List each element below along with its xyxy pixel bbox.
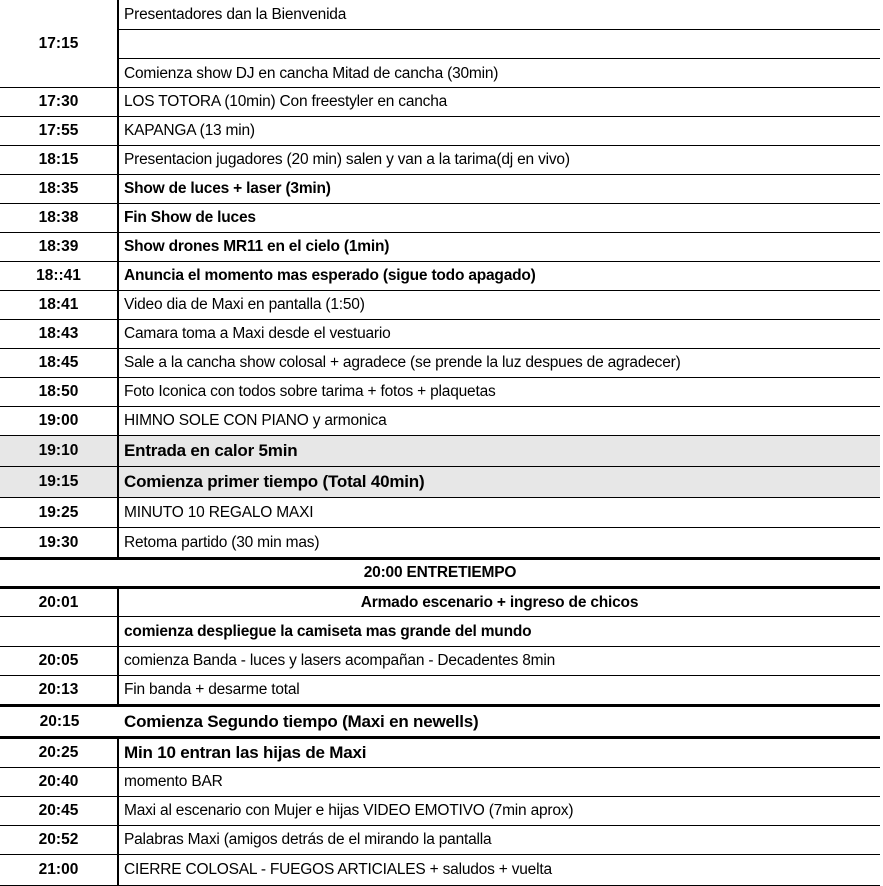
activity-cell[interactable]: KAPANGA (13 min) [124,122,255,139]
activity-cell[interactable]: Camara toma a Maxi desde el vestuario [124,325,391,342]
time-cell[interactable]: 18:15 [0,146,119,174]
table-row [0,175,880,204]
table-row [0,320,880,349]
table-row [0,378,880,407]
table-row [0,204,880,233]
time-cell[interactable]: 18:45 [0,349,119,377]
activity-cell[interactable]: Maxi al escenario con Mujer e hijas VIDEO EMOTIVO (7min aprox) [124,802,574,819]
activity-cell[interactable]: Fin Show de luces [124,209,256,226]
table-row [0,558,880,587]
table-row [0,233,880,262]
activity-cell-empty[interactable] [119,30,880,59]
activity-cell[interactable]: Video dia de Maxi en pantalla (1:50) [124,296,365,313]
time-cell[interactable]: 17:15 [0,0,119,87]
activity-cell[interactable]: Comienza primer tiempo (Total 40min) [124,472,425,491]
time-cell[interactable]: 17:55 [0,117,119,145]
table-row [0,117,880,146]
table-row [0,88,880,117]
table-row [0,291,880,320]
activity-cell[interactable]: HIMNO SOLE CON PIANO y armonica [124,412,387,429]
activity-cell[interactable]: Foto Iconica con todos sobre tarima + fotos + plaquetas [124,383,496,400]
time-cell[interactable]: 20:52 [0,826,119,854]
table-row [0,737,880,768]
time-cell[interactable]: 20:01 [0,589,119,616]
table-row [0,705,880,737]
table-row [0,617,880,647]
table-row [0,262,880,291]
table-row [0,797,880,826]
time-cell[interactable]: 21:00 [0,855,119,885]
activity-cell[interactable]: Show drones MR11 en el cielo (1min) [124,238,390,255]
time-cell[interactable]: 17:30 [0,88,119,116]
activity-cell[interactable]: Palabras Maxi (amigos detrás de el mirando la pantalla [124,831,492,848]
table-row [0,676,880,705]
activity-cell[interactable]: Anuncia el momento mas esperado (sigue todo apagado) [124,267,536,284]
time-cell[interactable]: 18:50 [0,378,119,406]
time-cell[interactable]: 19:25 [0,498,119,527]
activity-cell[interactable]: Retoma partido (30 min mas) [124,533,320,551]
activity-cell[interactable]: Armado escenario + ingreso de chicos [360,593,639,611]
activity-cell[interactable]: Presentadores dan la Bienvenida [119,0,880,30]
table-row [0,467,880,498]
table-row [0,647,880,676]
time-cell[interactable]: 18::41 [0,262,119,290]
table-row [0,768,880,797]
table-row [0,528,880,558]
time-cell[interactable]: 20:05 [0,647,119,675]
time-cell[interactable]: 20:15 [39,712,80,730]
activity-cell[interactable]: LOS TOTORA (10min) Con freestyler en cancha [124,93,448,110]
activity-cell[interactable]: momento BAR [124,773,223,790]
time-cell[interactable]: 18:38 [0,204,119,232]
time-cell[interactable]: 19:00 [0,407,119,435]
time-cell[interactable]: 19:15 [0,467,119,497]
table-row [0,587,880,617]
activity-cell[interactable]: MINUTO 10 REGALO MAXI [124,503,314,521]
activity-cell[interactable]: Comienza show DJ en cancha Mitad de cancha (30min) [124,64,499,82]
time-cell[interactable]: 20:45 [0,797,119,825]
time-cell[interactable]: 18:35 [0,175,119,203]
table-row [0,498,880,528]
time-cell[interactable]: 20:25 [0,739,119,767]
time-cell[interactable]: 18:43 [0,320,119,348]
time-cell[interactable]: 20:13 [0,676,119,704]
table-row [0,826,880,855]
table-row [0,855,880,886]
time-cell[interactable] [0,617,119,646]
time-cell[interactable]: 19:30 [0,528,119,557]
table-row [0,407,880,436]
table-row [0,349,880,378]
activity-cell[interactable]: CIERRE COLOSAL - FUEGOS ARTICIALES + saludos + vuelta [124,861,552,878]
time-cell[interactable]: 18:39 [0,233,119,261]
time-cell[interactable]: 19:10 [0,436,119,466]
activity-cell[interactable]: Show de luces + laser (3min) [124,180,331,197]
activity-cell[interactable]: comienza despliegue la camiseta mas grande del mundo [124,622,532,640]
activity-cell[interactable]: Sale a la cancha show colosal + agradece (se prende la luz despues de agradecer) [124,354,681,371]
section-header-cell[interactable]: 20:00 ENTRETIEMPO [363,564,517,581]
activity-cell[interactable]: Min 10 entran las hijas de Maxi [124,743,367,762]
time-cell[interactable]: 20:40 [0,768,119,796]
activity-cell[interactable]: Comienza Segundo tiempo (Maxi en newells) [124,711,479,731]
activity-cell[interactable]: Entrada en calor 5min [124,441,298,460]
table-row-first-block [0,0,880,88]
activity-cell[interactable]: Presentacion jugadores (20 min) salen y van a la tarima(dj en vivo) [124,151,570,168]
time-cell[interactable]: 18:41 [0,291,119,319]
activity-cell[interactable]: Fin banda + desarme total [124,681,300,698]
activity-cell[interactable]: comienza Banda - luces y lasers acompañan - Decadentes 8min [124,652,556,669]
table-row [0,146,880,175]
table-row [0,436,880,467]
